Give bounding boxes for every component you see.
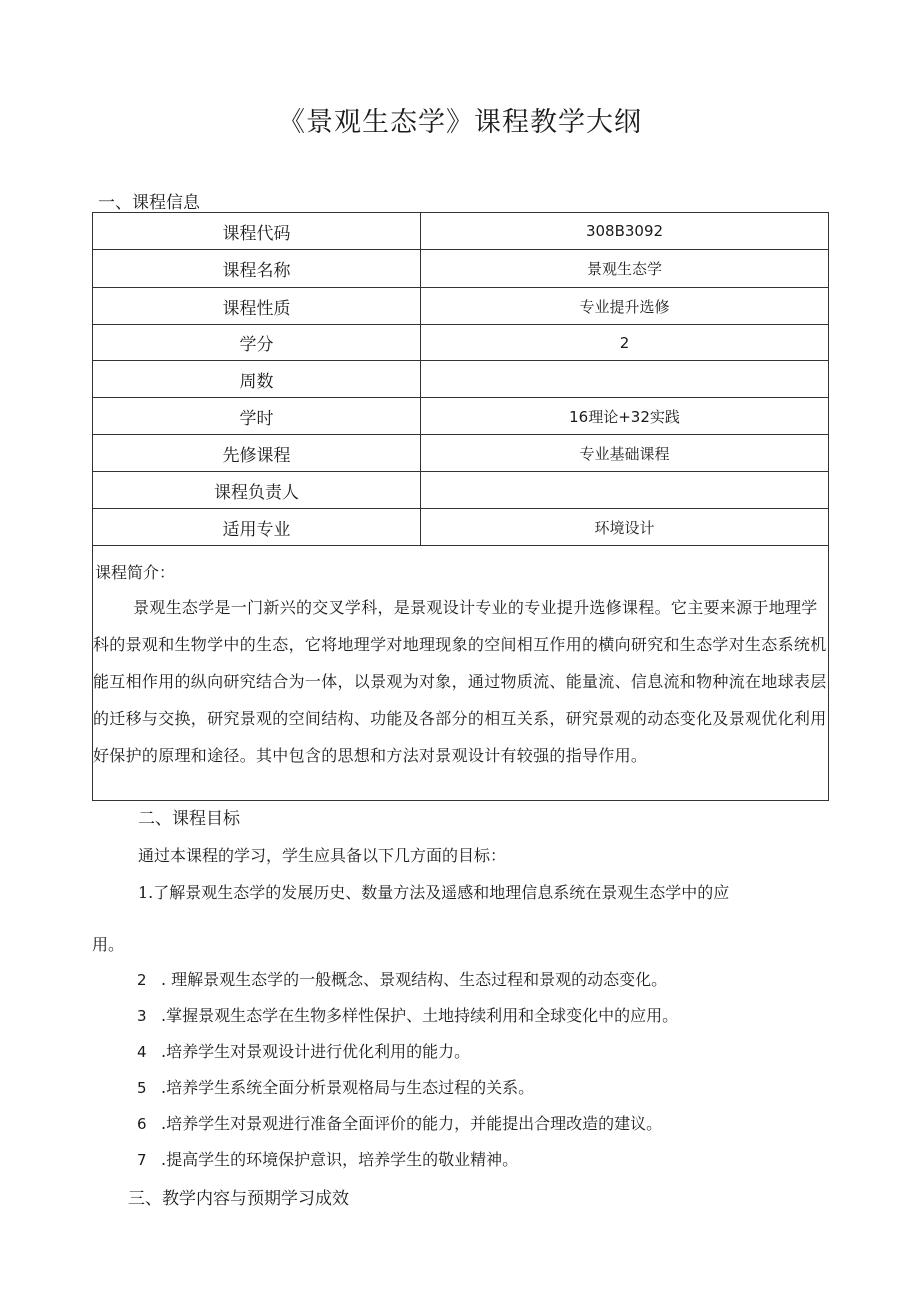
goal-text: .培养学生对景观进行准备全面评价的能力，并能提出合理改造的建议。 (161, 1114, 663, 1133)
goal-text: . 理解景观生态学的一般概念、景观结构、生态过程和景观的动态变化。 (161, 970, 668, 989)
row-label: 课程负责人 (93, 472, 421, 509)
row-label: 学分 (93, 325, 421, 361)
row-value: 2 (421, 325, 829, 361)
table-row (93, 361, 829, 398)
page-title: 《景观生态学》课程教学大纲 (278, 107, 642, 138)
row-value (421, 472, 829, 509)
section3-heading: 三、教学内容与预期学习成效 (128, 1189, 349, 1209)
row-value: 专业提升选修 (421, 288, 829, 325)
row-value: 景观生态学 (421, 250, 829, 288)
section2-lead: 通过本课程的学习，学生应具备以下几方面的目标： (138, 846, 507, 865)
table-row (93, 288, 829, 325)
row-label: 课程代码 (93, 213, 421, 250)
section2-heading: 二、课程目标 (138, 809, 240, 829)
course-info-table (92, 212, 829, 801)
goal-item (137, 1003, 678, 1026)
row-label: 课程性质 (93, 288, 421, 325)
goal-number: 2 (137, 971, 147, 989)
table-row (93, 398, 829, 435)
table-row (93, 213, 829, 250)
goal-text: .培养学生系统全面分析景观格局与生态过程的关系。 (161, 1078, 535, 1097)
table-row (93, 250, 829, 288)
goal-1-line2: 用。 (92, 935, 125, 954)
goal-number: 7 (137, 1151, 147, 1169)
goal-item (137, 1075, 534, 1098)
goal-item (137, 1039, 470, 1062)
goal-number: 4 (137, 1043, 147, 1061)
row-label: 周数 (93, 361, 421, 398)
row-label: 先修课程 (93, 435, 421, 472)
goal-text: .培养学生对景观设计进行优化利用的能力。 (161, 1042, 471, 1061)
table-row (93, 472, 829, 509)
table-row (93, 325, 829, 361)
goal-1-line1: 1.了解景观生态学的发展历史、数量方法及遥感和地理信息系统在景观生态学中的应 (138, 883, 730, 902)
table-row (93, 435, 829, 472)
goal-number: 5 (137, 1079, 147, 1097)
goal-text: .提高学生的环境保护意识，培养学生的敬业精神。 (161, 1150, 519, 1169)
goal-number: 6 (137, 1115, 147, 1133)
intro-text: 景观生态学是一门新兴的交叉学科，是景观设计专业的专业提升选修课程。它主要来源于地理学科的景观和生物学中的生态，它将地理学对地理现象的空间相互作用的横向研究和生态学对生态系统机能互相作用的纵向研究结合为一体，以景观为对象，通过物质流、能量流、信息流和物种流在地球表层的迁移与交换，研究景观的空间结构、功能及各部分的相互关系，研究景观的动态变化及景观优化利用好保护的原理和途径。其中包含的思想和方法对景观设计有较强的指导作用。 (93, 598, 827, 765)
goal-item (137, 1111, 662, 1134)
row-label: 学时 (93, 398, 421, 435)
row-value: 308B3092 (421, 213, 829, 250)
row-value: 环境设计 (421, 509, 829, 546)
row-label: 课程名称 (93, 250, 421, 288)
table-row (93, 509, 829, 546)
row-value: 专业基础课程 (421, 435, 829, 472)
goal-number: 3 (137, 1007, 147, 1025)
course-intro-cell (93, 546, 829, 801)
goal-text: .掌握景观生态学在生物多样性保护、土地持续利用和全球变化中的应用。 (161, 1006, 679, 1025)
row-value (421, 361, 829, 398)
intro-label: 课程简介： (95, 563, 176, 582)
row-label: 适用专业 (93, 509, 421, 546)
intro-row (93, 546, 829, 801)
goal-item (137, 1147, 518, 1170)
goal-item (137, 967, 667, 990)
section1-heading: 一、课程信息 (98, 193, 200, 213)
row-value: 16理论+32实践 (421, 398, 829, 435)
